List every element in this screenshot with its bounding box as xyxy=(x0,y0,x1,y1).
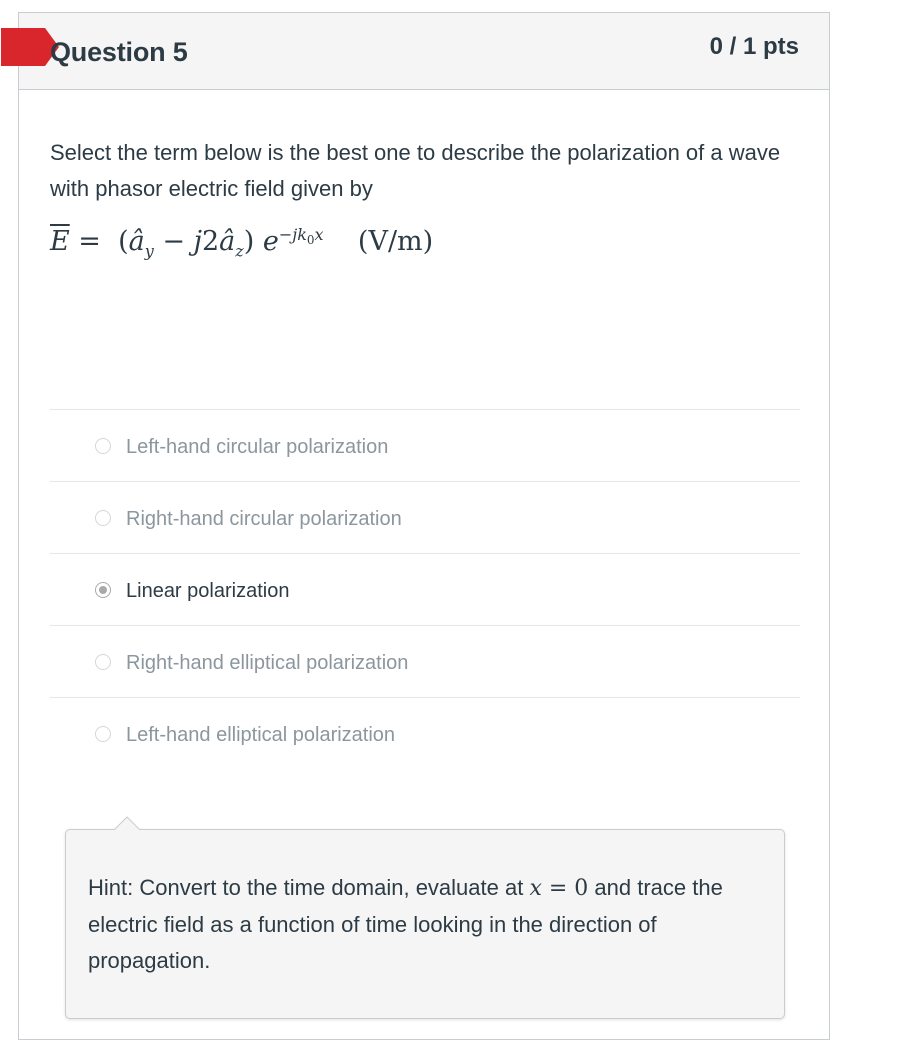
equation-j: j xyxy=(193,226,202,257)
equation-equals: = xyxy=(69,226,110,257)
equation-close: ) xyxy=(243,226,263,257)
hint-text-after: and trace the electric field as a function of time looking in the direction of propagation. xyxy=(88,875,723,973)
question-text: Select the term below is the best one to describe the polarization of a wave with phasor electric field given by xyxy=(50,140,781,201)
equation-unit: (V/m) xyxy=(357,226,434,257)
answer-label: Left-hand circular polarization xyxy=(126,436,389,458)
equation-open: ( xyxy=(118,226,129,257)
phasor-equation xyxy=(50,225,433,273)
hint-text xyxy=(88,870,768,979)
answer-option-selected[interactable] xyxy=(50,553,800,625)
question-header xyxy=(19,13,829,90)
answer-label: Right-hand circular polarization xyxy=(126,508,402,530)
equation-two: 2 xyxy=(201,226,220,257)
question-title: Question 5 xyxy=(50,37,188,67)
radio-button[interactable] xyxy=(95,438,111,454)
equation-exp-jk: −jk xyxy=(278,225,307,244)
question-points: 0 / 1 pts xyxy=(709,33,799,60)
answer-option[interactable] xyxy=(50,481,800,553)
radio-button[interactable] xyxy=(95,510,111,526)
question-card xyxy=(18,12,830,1040)
equation-unit-vector-z: â xyxy=(219,226,236,257)
answer-option[interactable] xyxy=(50,697,800,769)
equation-minus: − xyxy=(153,226,194,257)
answer-label: Right-hand elliptical polarization xyxy=(126,652,409,674)
equation-unit-vector-y: â xyxy=(128,226,145,257)
radio-button[interactable] xyxy=(95,726,111,742)
answer-option[interactable] xyxy=(50,625,800,697)
equation-exponent xyxy=(278,225,324,248)
answer-label: Linear polarization xyxy=(126,580,290,602)
hint-math-eq: = 0 xyxy=(541,876,589,901)
hint-text-before: Hint: Convert to the time domain, evaluate at xyxy=(88,875,530,900)
equation-sub-z: z xyxy=(235,241,244,261)
equation-lhs: $\overline{E}$ xyxy=(50,226,70,257)
hint-pointer-icon xyxy=(114,816,140,830)
hint-math-var: x xyxy=(529,876,542,901)
hint-math xyxy=(529,876,588,901)
radio-button-selected[interactable] xyxy=(95,582,111,598)
answer-list xyxy=(50,409,800,769)
radio-button[interactable] xyxy=(95,654,111,670)
equation-exp-sub: 0 xyxy=(306,233,315,248)
equation-sub-y: y xyxy=(144,241,154,261)
answer-option[interactable] xyxy=(50,409,800,481)
answer-label: Left-hand elliptical polarization xyxy=(126,724,396,746)
equation-e: e xyxy=(262,226,279,257)
equation-exp-x: x xyxy=(314,225,324,244)
hint-box xyxy=(65,829,785,1019)
